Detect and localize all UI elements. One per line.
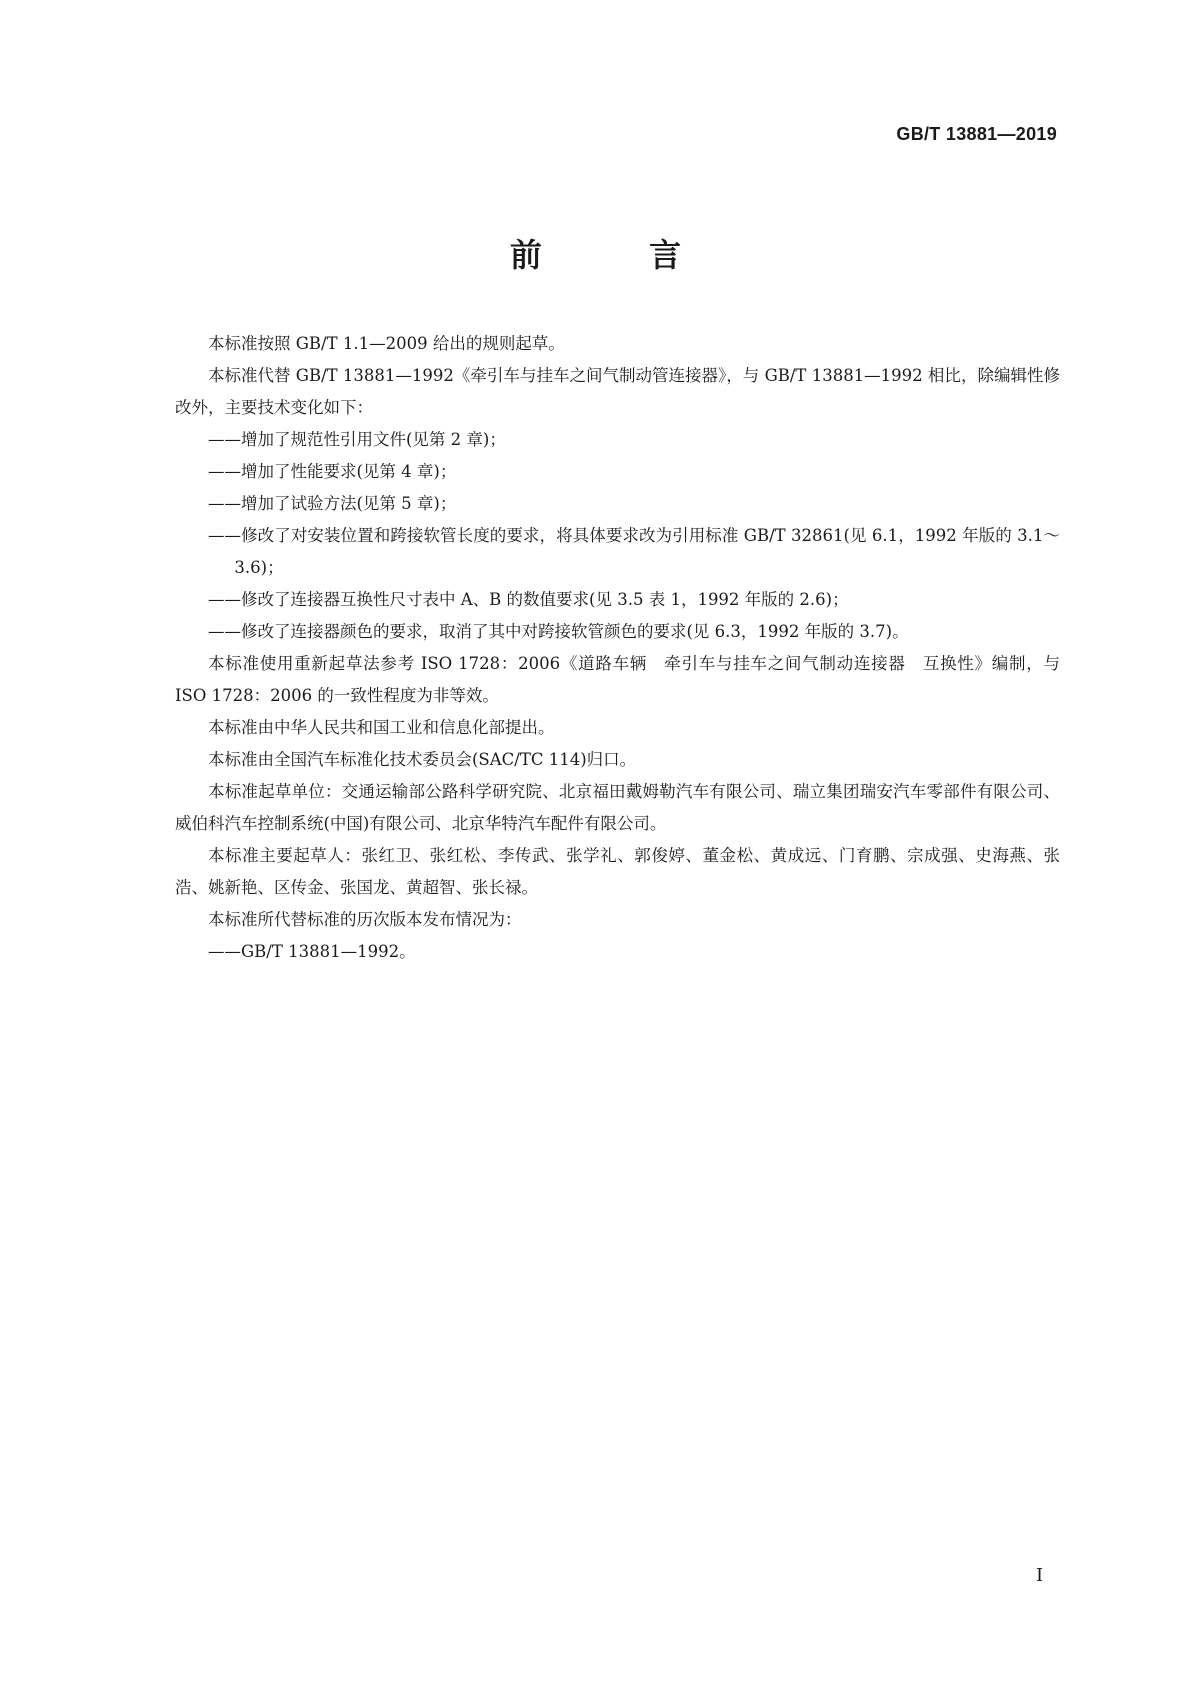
change-item: ——增加了规范性引用文件(见第 2 章)；	[208, 430, 506, 449]
paragraph-centralized-by: 本标准由全国汽车标准化技术委员会(SAC/TC 114)归口。	[208, 750, 637, 769]
paragraph-drafting-units: 本标准起草单位：交通运输部公路科学研究院、北京福田戴姆勒汽车有限公司、瑞立集团瑞安汽车零部件有限公司、威伯科汽车控制系统(中国)有限公司、北京华特汽车配件有限公司。	[175, 782, 1060, 833]
change-item: ——增加了性能要求(见第 4 章)；	[208, 462, 457, 481]
page-title: 前 言	[509, 236, 730, 274]
paragraph-iso-reference: 本标准使用重新起草法参考 ISO 1728：2006《道路车辆 牵引车与挂车之间气制动连接器 互换性》编制，与 ISO 1728：2006 的一致性程度为非等效。	[175, 654, 1060, 705]
paragraph-drafters: 本标准主要起草人：张红卫、张红松、李传武、张学礼、郭俊婷、董金松、黄成远、门育鹏、宗成强、史海燕、张浩、姚新艳、区传金、张国龙、黄超智、张长禄。	[175, 846, 1060, 897]
standard-number: GB/T 13881—2019	[896, 124, 1057, 144]
page-number: I	[1036, 1565, 1044, 1586]
foreword-body	[175, 328, 1060, 968]
change-item: ——修改了对安装位置和跨接软管长度的要求，将具体要求改为引用标准 GB/T 32861(见 6.1，1992 年版的 3.1～3.6)；	[208, 526, 1060, 577]
paragraph-proposed-by: 本标准由中华人民共和国工业和信息化部提出。	[208, 718, 555, 737]
paragraph-drafting-rules: 本标准按照 GB/T 1.1—2009 给出的规则起草。	[208, 334, 565, 353]
change-item: ——增加了试验方法(见第 5 章)；	[208, 494, 457, 513]
paragraph-history-intro: 本标准所代替标准的历次版本发布情况为：	[208, 910, 522, 929]
paragraph-replaces: 本标准代替 GB/T 13881—1992《牵引车与挂车之间气制动管连接器》，与 GB/T 13881—1992 相比，除编辑性修改外，主要技术变化如下：	[175, 366, 1060, 417]
change-item: ——修改了连接器互换性尺寸表中 A、B 的数值要求(见 3.5 表 1，1992 年版的 2.6)；	[208, 590, 849, 609]
history-item: ——GB/T 13881—1992。	[208, 942, 416, 961]
change-item: ——修改了连接器颜色的要求，取消了其中对跨接软管颜色的要求(见 6.3，1992 年版的 3.7)。	[208, 622, 909, 641]
